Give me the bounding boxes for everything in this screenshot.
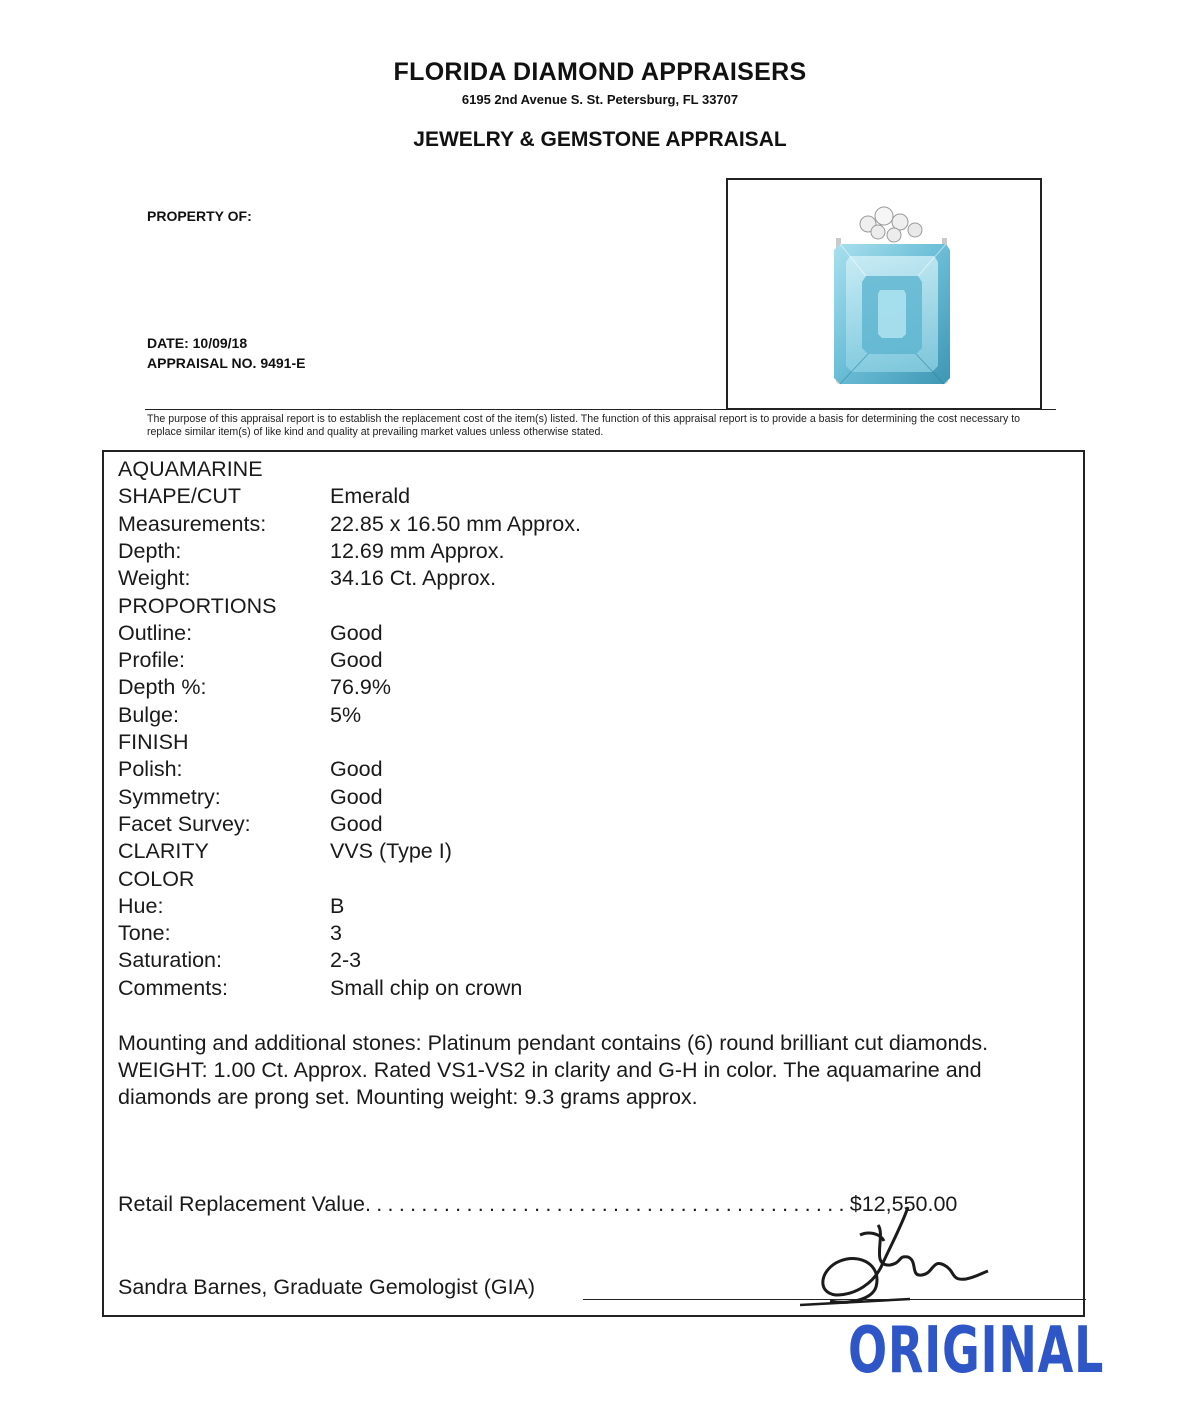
detail-value: Good xyxy=(330,757,383,782)
detail-label: Outline: xyxy=(118,620,193,645)
detail-value: VVS (Type I) xyxy=(330,839,452,864)
detail-value: Good xyxy=(330,648,383,673)
detail-row xyxy=(118,565,496,592)
detail-value: 3 xyxy=(330,921,342,946)
date-label: DATE: xyxy=(147,335,189,351)
detail-row xyxy=(118,784,383,811)
detail-label: COLOR xyxy=(118,866,195,891)
detail-label: Facet Survey: xyxy=(118,811,251,836)
detail-row xyxy=(118,456,330,483)
signer-name: Sandra Barnes, Graduate Gemologist (GIA) xyxy=(118,1275,536,1299)
appraisal-number-label: APPRAISAL NO. xyxy=(147,355,257,371)
detail-row xyxy=(118,620,383,647)
detail-row xyxy=(118,811,383,838)
detail-label: Depth: xyxy=(118,538,182,563)
detail-row xyxy=(118,647,383,674)
detail-row xyxy=(118,756,383,783)
detail-row xyxy=(118,975,522,1002)
detail-value: 12.69 mm Approx. xyxy=(330,538,505,563)
detail-label: PROPORTIONS xyxy=(118,593,277,618)
detail-label: Comments: xyxy=(118,975,228,1000)
detail-row xyxy=(118,702,361,729)
appraisal-number-value: 9491-E xyxy=(260,355,306,371)
detail-value: Good xyxy=(330,620,383,645)
detail-row xyxy=(118,920,342,947)
detail-value: 2-3 xyxy=(330,948,362,973)
appraisal-number-line xyxy=(147,355,305,371)
detail-label: Hue: xyxy=(118,893,164,918)
detail-value: Good xyxy=(330,784,383,809)
detail-row xyxy=(118,893,344,920)
detail-row xyxy=(118,866,330,893)
detail-label: Depth %: xyxy=(118,675,207,700)
detail-label: Measurements: xyxy=(118,511,267,536)
company-address: 6195 2nd Avenue S. St. Petersburg, FL 33707 xyxy=(461,92,739,107)
detail-label: Polish: xyxy=(118,757,183,782)
detail-label: Bulge: xyxy=(118,702,179,727)
detail-label: Weight: xyxy=(118,566,191,591)
detail-row xyxy=(118,593,330,620)
detail-value: Small chip on crown xyxy=(330,975,523,1000)
detail-value: Good xyxy=(330,811,383,836)
retail-value: $12,550.00 xyxy=(849,1192,958,1216)
detail-row xyxy=(118,538,504,565)
date-line xyxy=(147,335,247,351)
aquamarine-pendant-photo-icon xyxy=(728,180,1040,408)
detail-row xyxy=(118,511,581,538)
detail-value: B xyxy=(330,893,345,918)
company-name: FLORIDA DIAMOND APPRAISERS xyxy=(393,58,807,86)
detail-value: 76.9% xyxy=(330,675,391,700)
detail-row xyxy=(118,729,330,756)
original-stamp: ORIGINAL xyxy=(848,1314,1105,1388)
date-value: 10/09/18 xyxy=(192,335,248,351)
detail-label: FINISH xyxy=(118,730,189,754)
detail-label: Symmetry: xyxy=(118,784,221,809)
detail-value: 22.85 x 16.50 mm Approx. xyxy=(330,511,581,536)
purpose-statement: The purpose of this appraisal report is to establish the replacement cost of the item(s) listed. The function of this appraisal report is to provide a basis for determining the cost necessary to replace similar item(s) of like kind and quality at prevailing market values unless otherwise stated. xyxy=(147,413,1021,438)
detail-label: Tone: xyxy=(118,921,171,946)
handwritten-signature xyxy=(790,1195,1000,1315)
detail-value: 5% xyxy=(330,702,362,727)
document-title: JEWELRY & GEMSTONE APPRAISAL xyxy=(413,128,787,151)
detail-label: Saturation: xyxy=(118,948,222,973)
detail-row xyxy=(118,838,452,865)
detail-label: Profile: xyxy=(118,648,185,673)
detail-label: AQUAMARINE xyxy=(118,457,263,481)
detail-value: Emerald xyxy=(330,484,411,509)
detail-row xyxy=(118,947,361,974)
pendant-photo xyxy=(726,178,1042,410)
detail-row xyxy=(118,674,391,701)
retail-leader-dots: ........................................... xyxy=(365,1192,850,1216)
detail-label: SHAPE/CUT xyxy=(118,484,242,509)
detail-value: 34.16 Ct. Approx. xyxy=(330,566,497,591)
retail-label: Retail Replacement Value xyxy=(118,1192,365,1216)
property-of-label: PROPERTY OF: xyxy=(147,208,252,224)
detail-label: CLARITY xyxy=(118,839,209,864)
detail-row xyxy=(118,483,410,510)
header-divider xyxy=(145,409,1056,410)
mounting-description: Mounting and additional stones: Platinum pendant contains (6) round brilliant cut diamonds. WEIGHT: 1.00 Ct. Approx. Rated VS1-VS2 in clarity and G-H in color. The aquamarine and diamonds are prong set. Mounting weight: 9.3 grams approx. xyxy=(118,1031,989,1109)
